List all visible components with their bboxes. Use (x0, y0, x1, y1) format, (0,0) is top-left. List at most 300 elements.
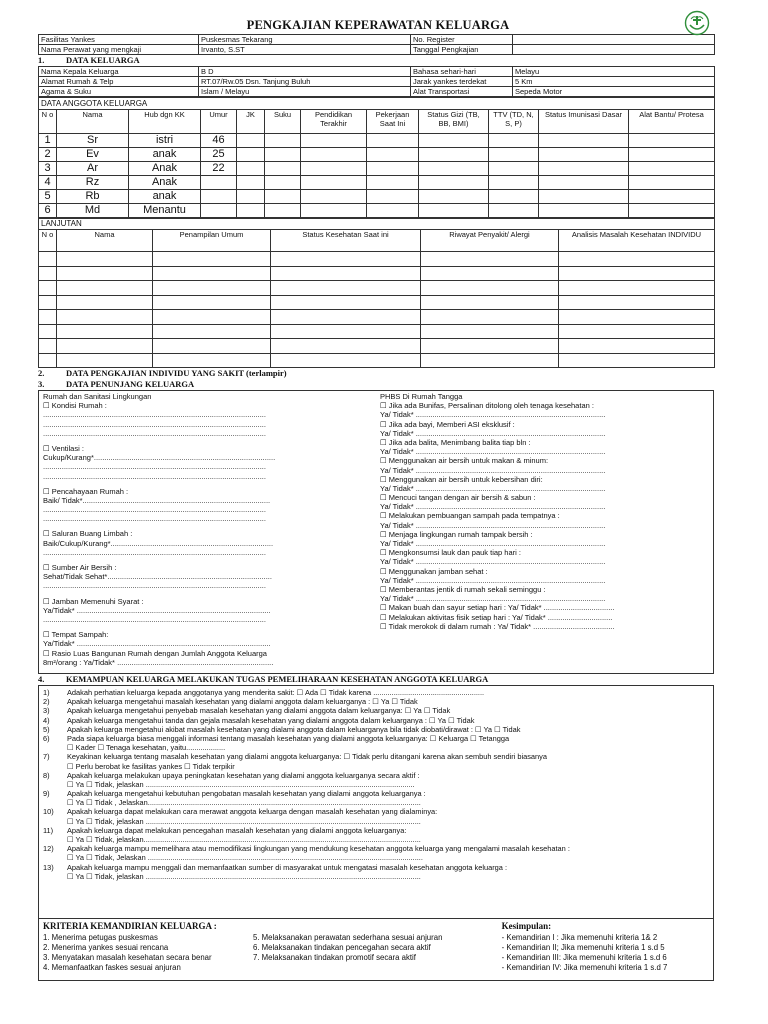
lanjutan-cell[interactable] (57, 281, 153, 296)
anggota-cell-nama[interactable]: Ar (57, 162, 129, 176)
anggota-row (39, 204, 715, 218)
phbs-line: Ya/ Tidak* ........................................................................................... (380, 539, 606, 548)
lanjutan-cell[interactable] (57, 324, 153, 339)
col-header: Nama (57, 110, 129, 134)
anggota-cell-umur[interactable]: 25 (201, 148, 237, 162)
col-header: JK (237, 110, 265, 134)
lanjutan-cell[interactable] (39, 295, 57, 310)
rumah-line: Ya/Tidak* ............................................................................................. (43, 605, 271, 615)
rumah-line: ........................................................................................................... (43, 514, 266, 524)
phbs-line[interactable]: ☐ Menggunakan air bersih untuk makan & minum: (380, 456, 549, 466)
lanjutan-cell[interactable] (39, 353, 57, 368)
info-label: Fasilitas Yankes (39, 35, 199, 45)
anggota-cell-empty[interactable] (301, 148, 367, 162)
anggota-cell-empty[interactable] (539, 162, 629, 176)
anggota-cell-empty[interactable] (367, 134, 419, 148)
anggota-cell-empty[interactable] (301, 176, 367, 190)
kemampuan-item (43, 807, 709, 816)
kemampuan-item (43, 844, 709, 853)
keluarga-value[interactable]: RT.07/Rw.05 Dsn. Tanjung Buluh (199, 77, 411, 87)
keluarga-row (39, 87, 715, 97)
kriteria-item: 1. Menerima petugas puskesmas (43, 933, 158, 942)
col-header: Pendidikan Terakhir (301, 110, 367, 134)
phbs-line[interactable]: ☐ Menggunakan air bersih untuk kebersihan diri: (380, 474, 543, 484)
anggota-row (39, 162, 715, 176)
kriteria-item: 6. Melaksanakan tindakan pencegahan secara aktif (253, 943, 431, 952)
lanjutan-cell[interactable] (421, 266, 559, 281)
kesimpulan-title: Kesimpulan: (501, 921, 552, 931)
kemampuan-item (43, 789, 709, 798)
phbs-line: Ya/ Tidak* ........................................................................................... (380, 594, 606, 604)
keluarga-row (39, 77, 715, 87)
col-header: Status Gizi (TB, BB, BMI) (419, 110, 489, 134)
col-header: Pekerjaan Saat Ini (367, 110, 419, 134)
lanjutan-cell[interactable] (271, 353, 421, 368)
anggota-cell-umur[interactable] (201, 176, 237, 190)
kemampuan-question[interactable]: Apakah keluarga mengetahui masalah kesehatan yang dialami anggota dalam keluarganya : ☐ Ya ☐ Tidak (67, 697, 418, 707)
kriteria-box (38, 919, 714, 981)
col-header: Analisis Masalah Kesehatan INDIVIDU (559, 230, 715, 252)
rumah-line[interactable]: ☐ Ventilasi : (43, 443, 84, 453)
anggota-cell-nama[interactable]: Ev (57, 148, 129, 162)
anggota-caption: DATA ANGGOTA KELUARGA (39, 98, 715, 110)
anggota-cell-empty[interactable] (237, 190, 265, 204)
anggota-cell-empty[interactable] (367, 190, 419, 204)
form-title: PENGKAJIAN KEPERAWATAN KELUARGA (246, 18, 510, 32)
anggota-cell-empty[interactable] (419, 134, 489, 148)
lanjutan-cell[interactable] (39, 252, 57, 267)
lanjutan-cell[interactable] (57, 353, 153, 368)
phbs-column (376, 391, 713, 673)
kemampuan-options[interactable]: ☐ Ya ☐ Tidak, jelaskan ...................................................................................................................................... (67, 871, 421, 881)
anggota-cell-nama[interactable]: Rz (57, 176, 129, 190)
keluarga-value[interactable]: B D (199, 67, 411, 77)
anggota-cell-no: 3 (39, 162, 57, 176)
rumah-line[interactable]: ☐ Pencahayaan Rumah : (43, 486, 129, 496)
section-3-heading: 3. DATA PENUNJANG KELUARGA (38, 379, 195, 389)
kemampuan-options[interactable]: ☐ Kader ☐ Tenaga kesehatan, yaitu................... (67, 743, 226, 753)
phbs-line[interactable]: ☐ Menjaga lingkungan rumah tampak bersih : (380, 529, 533, 539)
lanjutan-cell[interactable] (153, 353, 271, 368)
lanjutan-row (39, 252, 715, 267)
rumah-line: Baik/ Tidak*.......................................................................................... (43, 495, 271, 505)
lanjutan-cell[interactable] (271, 310, 421, 325)
kriteria-item: 2. Menerima yankes sesuai rencana (43, 943, 169, 952)
phbs-line[interactable]: ☐ Melakukan pembuangan sampah pada tempatnya : (380, 511, 560, 521)
lanjutan-cell[interactable] (153, 252, 271, 267)
anggota-cell-empty[interactable] (265, 204, 301, 218)
lanjutan-cell[interactable] (559, 252, 715, 267)
col-header: Status Imunisasi Dasar (539, 110, 629, 134)
lanjutan-cell[interactable] (153, 266, 271, 281)
anggota-cell-empty[interactable] (301, 162, 367, 176)
kemampuan-number: 7) (43, 752, 50, 762)
anggota-header-row (39, 110, 715, 134)
kemampuan-question[interactable]: Apakah keluarga mengetahui tanda dan gejala masalah kesehatan yang dialami anggota dalam keluarganya : ☐ Ya ☐ Tidak (67, 715, 475, 725)
phbs-heading: PHBS Di Rumah Tangga (380, 392, 463, 401)
kemampuan-options[interactable]: ☐ Perlu berobat ke fasilitas yankes ☐ Tidak terpikir (67, 761, 235, 771)
lanjutan-table (38, 218, 715, 368)
anggota-cell-empty[interactable] (419, 148, 489, 162)
anggota-cell-empty[interactable] (419, 204, 489, 218)
rumah-line: ........................................................................................................... (43, 410, 266, 420)
col-header: Status Kesehatan Saat ini (271, 230, 421, 252)
anggota-cell-hub[interactable]: Anak (129, 162, 201, 176)
kesimpulan-item: - Kemandirian III: Jika memenuhi kriteria 1 s.d 6 (501, 953, 667, 962)
anggota-cell-hub[interactable]: istri (129, 134, 201, 148)
anggota-cell-empty[interactable] (237, 148, 265, 162)
lanjutan-cell[interactable] (421, 310, 559, 325)
kemampuan-number: 1) (43, 688, 50, 697)
col-header: Riwayat Penyakit/ Alergi (421, 230, 559, 252)
anggota-cell-empty[interactable] (301, 204, 367, 218)
section-1-heading: 1. DATA KELUARGA (38, 55, 140, 65)
col-header: TTV (TD, N, S, P) (489, 110, 539, 134)
phbs-line[interactable]: ☐ Tidak merokok di dalam rumah : Ya/ Tidak* ....................................... (380, 621, 615, 631)
anggota-row (39, 190, 715, 204)
lanjutan-cell[interactable] (559, 310, 715, 325)
col-header: Nama (57, 230, 153, 252)
kemampuan-item (43, 688, 709, 697)
kemampuan-number: 9) (43, 789, 50, 799)
anggota-cell-empty[interactable] (489, 190, 539, 204)
phbs-line[interactable]: ☐ Jika ada bayi, Memberi ASI eksklusif : (380, 419, 515, 429)
lanjutan-cell[interactable] (559, 281, 715, 296)
anggota-cell-empty[interactable] (629, 162, 715, 176)
keluarga-label: Bahasa sehari-hari (411, 67, 513, 77)
kemampuan-options[interactable]: ☐ Ya ☐ Tidak, jelaskan ................................................................................................................................... (67, 779, 415, 789)
kemampuan-number: 8) (43, 770, 50, 780)
lanjutan-cell[interactable] (57, 339, 153, 354)
kemampuan-item (43, 725, 709, 734)
col-header: Alat Bantu/ Protesa (629, 110, 715, 134)
phbs-line[interactable]: ☐ Jika ada balita, Menimbang balita tiap bln : (380, 437, 531, 447)
phbs-line[interactable]: ☐ Jika ada Bunifas, Persalinan ditolong oleh tenaga kesehatan : (380, 401, 594, 411)
kemampuan-number: 11) (43, 825, 54, 835)
lanjutan-cell[interactable] (153, 310, 271, 325)
anggota-cell-empty[interactable] (539, 148, 629, 162)
rumah-heading: Rumah dan Sanitasi Lingkungan (43, 392, 152, 401)
info-label: Nama Perawat yang mengkaji (39, 45, 199, 55)
kemampuan-question[interactable]: Apakah keluarga mampu memelihara atau memodifikasi lingkungan yang mendukung kesehatan anggota keluarga yang mengalami masalah kesehatan : (67, 844, 570, 854)
info-row (39, 35, 715, 45)
lanjutan-row (39, 266, 715, 281)
lanjutan-cell[interactable] (421, 295, 559, 310)
anggota-cell-empty[interactable] (489, 148, 539, 162)
kemampuan-number: 3) (43, 706, 50, 716)
keluarga-value[interactable]: 5 Km (513, 77, 715, 87)
kesimpulan-item: - Kemandirian I : Jika memenuhi kriteria 1& 2 (501, 933, 658, 942)
kemampuan-item (43, 697, 709, 706)
rumah-line: Sehat/Tidak Sehat*............................................................................... (43, 572, 272, 582)
anggota-cell-empty[interactable] (237, 204, 265, 218)
phbs-line[interactable]: ☐ Menggunakan jamban sehat : (380, 566, 488, 576)
lanjutan-cell[interactable] (39, 281, 57, 296)
rumah-line: ........................................................................................................... (43, 547, 266, 557)
kriteria-item (253, 963, 493, 973)
col-header: Penampilan Umum (153, 230, 271, 252)
keluarga-label: Jarak yankes terdekat (411, 77, 513, 87)
kemampuan-item (43, 706, 709, 715)
kemampuan-options[interactable]: ☐ Ya ☐ Tidak, jelaskan ...................................................................................................................................... (67, 816, 421, 826)
kesimpulan (498, 919, 713, 980)
kemampuan-item (43, 716, 709, 725)
lanjutan-cell[interactable] (271, 266, 421, 281)
rumah-line: ........................................................................................................... (43, 462, 266, 472)
lanjutan-cell[interactable] (559, 339, 715, 354)
kemampuan-item (43, 771, 709, 780)
kemampuan-number: 13) (43, 862, 54, 872)
rumah-line: ........................................................................................................... (43, 419, 266, 429)
anggota-cell-no: 6 (39, 204, 57, 218)
kemampuan-question[interactable]: Apakah keluarga mampu menggali dan memanfaatkan sumber di masyarakat untuk mengatasi masalah kesehatan anggota keluarga : (67, 862, 508, 872)
phbs-line: Ya/ Tidak* ........................................................................................... (380, 520, 606, 530)
kriteria-kemandirian (39, 919, 498, 980)
anggota-cell-nama[interactable]: Rb (57, 190, 129, 204)
rumah-line[interactable]: ☐ Saluran Buang Limbah : (43, 529, 133, 539)
kemampuan-item (43, 826, 709, 835)
lanjutan-row (39, 324, 715, 339)
rumah-line[interactable]: ☐ Jamban Memenuhi Syarat : (43, 596, 144, 606)
lanjutan-cell[interactable] (153, 324, 271, 339)
anggota-cell-umur[interactable]: 46 (201, 134, 237, 148)
lanjutan-caption: LANJUTAN (39, 219, 715, 230)
kriteria-item: 7. Melaksanakan tindakan promotif secara aktif (253, 953, 416, 962)
rumah-line[interactable]: ☐ Sumber Air Bersih : (43, 563, 117, 572)
anggota-cell-empty[interactable] (367, 176, 419, 190)
lanjutan-cell[interactable] (153, 281, 271, 296)
anggota-cell-empty[interactable] (629, 148, 715, 162)
lanjutan-cell[interactable] (57, 252, 153, 267)
anggota-row (39, 134, 715, 148)
anggota-cell-empty[interactable] (489, 176, 539, 190)
rumah-line: ........................................................................................................... (43, 471, 266, 481)
kemampuan-item (43, 863, 709, 872)
rumah-line[interactable]: ☐ Kondisi Rumah : (43, 401, 107, 411)
lanjutan-header-row (39, 230, 715, 252)
kemampuan-options[interactable]: ☐ Ya ☐ Tidak, jelaskan....................................................................................................................................... (67, 835, 421, 844)
lanjutan-cell[interactable] (271, 339, 421, 354)
anggota-cell-empty[interactable] (237, 162, 265, 176)
info-label: Tanggal Pengkajian (411, 45, 513, 55)
lanjutan-cell[interactable] (559, 353, 715, 368)
col-header: Hub dgn KK (129, 110, 201, 134)
kemampuan-number: 12) (43, 844, 54, 854)
info-row (39, 45, 715, 55)
kemampuan-options[interactable]: ☐ Ya ☐ Tidak , Jelaskan..................................................................................................................................... (67, 798, 421, 808)
kemampuan-question[interactable]: Apakah keluarga mengetahui penyebab masalah kesehatan yang dialami anggota dalam keluarganya: ☐ Ya ☐ Tidak (67, 706, 451, 716)
anggota-cell-hub[interactable]: anak (129, 148, 201, 162)
kemampuan-number: 2) (43, 697, 50, 707)
kemampuan-question[interactable]: Apakah keluarga dapat melakukan cara merawat anggota keluarga dengan masalah kesehatan yang dialaminya: (67, 807, 438, 817)
kriteria-title: KRITERIA KEMANDIRIAN KELUARGA : (43, 921, 217, 931)
anggota-cell-no: 5 (39, 190, 57, 204)
anggota-cell-empty[interactable] (539, 204, 629, 218)
anggota-cell-hub[interactable]: Menantu (129, 204, 201, 218)
phbs-line: Ya/ Tidak* ........................................................................................... (380, 428, 606, 438)
anggota-cell-empty[interactable] (265, 190, 301, 204)
anggota-cell-empty[interactable] (265, 148, 301, 162)
lanjutan-cell[interactable] (153, 339, 271, 354)
kemampuan-question[interactable]: Apakah keluarga mengetahui akibat masalah kesehatan yang dialami anggota dalam keluarganya bila tidak diobati/dirawat : ☐ Ya ☐ Tidak (67, 724, 521, 734)
phbs-line: Ya/ Tidak* ........................................................................................... (380, 447, 606, 457)
anggota-cell-hub[interactable]: anak (129, 190, 201, 204)
rumah-line: Baik/Cukup/Kurang*.............................................................................. (43, 538, 274, 548)
anggota-cell-nama[interactable]: Sr (57, 134, 129, 148)
rumah-line[interactable]: ☐ Rasio Luas Bangunan Rumah dengan Jumlah Anggota Keluarga (43, 648, 267, 658)
kesimpulan-item: - Kemandirian II; Jika memenuhi kriteria 1 s.d 5 (501, 943, 665, 952)
lanjutan-cell[interactable] (421, 252, 559, 267)
phbs-line[interactable]: ☐ Memberantas jentik di rumah sekali seminggu : (380, 584, 546, 594)
kemampuan-item (43, 734, 709, 743)
kemampuan-options[interactable]: ☐ Ya ☐ Tidak, Jelaskan ...................................................................................................................................... (67, 853, 423, 863)
data-keluarga-table (38, 66, 715, 97)
kriteria-item: 4. Memanfaatkan faskes sesuai anjuran (43, 963, 181, 972)
anggota-cell-empty[interactable] (301, 190, 367, 204)
kemampuan-number: 4) (43, 715, 50, 725)
phbs-line: Ya/ Tidak* ........................................................................................... (380, 465, 606, 475)
rumah-sanitasi-column (39, 391, 376, 673)
lanjutan-cell[interactable] (39, 339, 57, 354)
anggota-cell-empty[interactable] (237, 176, 265, 190)
anggota-keluarga-table (38, 97, 715, 218)
lanjutan-cell[interactable] (421, 353, 559, 368)
kemampuan-keluarga-box (38, 685, 714, 919)
anggota-cell-no: 2 (39, 148, 57, 162)
data-penunjang-box (38, 390, 714, 674)
lanjutan-cell[interactable] (559, 266, 715, 281)
phbs-line[interactable]: ☐ Makan buah dan sayur setiap hari : Ya/ Tidak* .................................. (380, 603, 615, 613)
rumah-line: ........................................................................................................... (43, 428, 266, 438)
rumah-line: 8m²/orang : Ya/Tidak* ........................................................................... (43, 657, 274, 667)
kemampuan-item (43, 752, 709, 761)
phbs-line[interactable]: ☐ Mencuci tangan dengan air bersih & sabun : (380, 493, 536, 503)
kemampuan-question[interactable]: Apakah keluarga dapat melakukan pencegahan masalah kesehatan yang dialami anggota keluarganya: (67, 825, 407, 835)
anggota-cell-umur[interactable] (201, 190, 237, 204)
header-info-table (38, 34, 715, 55)
lanjutan-cell[interactable] (271, 295, 421, 310)
keluarga-label: Agama & Suku (39, 87, 199, 97)
anggota-cell-empty[interactable] (265, 176, 301, 190)
phbs-line[interactable]: ☐ Mengkonsumsi lauk dan pauk tiap hari : (380, 548, 521, 558)
kemampuan-number: 5) (43, 724, 50, 734)
kemampuan-question[interactable]: Adakah perhatian keluarga kepada anggotanya yang menderita sakit: ☐ Ada ☐ Tidak karena ...................................................... (67, 688, 485, 697)
phbs-line: Ya/ Tidak* ........................................................................................... (380, 575, 606, 585)
anggota-cell-empty[interactable] (419, 162, 489, 176)
lanjutan-cell[interactable] (57, 310, 153, 325)
keluarga-row (39, 67, 715, 77)
info-value[interactable] (513, 35, 715, 45)
anggota-cell-umur[interactable]: 22 (201, 162, 237, 176)
anggota-cell-umur[interactable] (201, 204, 237, 218)
lanjutan-cell[interactable] (421, 281, 559, 296)
anggota-cell-empty[interactable] (489, 162, 539, 176)
kriteria-item: 5. Melaksanakan perawatan sederhana sesuai anjuran (253, 933, 443, 942)
anggota-cell-empty[interactable] (237, 134, 265, 148)
anggota-cell-empty[interactable] (367, 204, 419, 218)
kemampuan-question[interactable]: Apakah keluarga mengetahui kebutuhan pengobatan masalah kesehatan yang dialami anggota keluarganya : (67, 789, 426, 799)
lanjutan-cell[interactable] (271, 252, 421, 267)
lanjutan-cell[interactable] (39, 324, 57, 339)
anggota-cell-nama[interactable]: Md (57, 204, 129, 218)
anggota-cell-empty[interactable] (265, 162, 301, 176)
kemampuan-question[interactable]: Pada siapa keluarga biasa menggali informasi tentang masalah kesehatan yang dialami anggota keluarganya: ☐ Keluarga ☐ Tetangga (67, 733, 510, 743)
lanjutan-row (39, 295, 715, 310)
phbs-line: Ya/ Tidak* ........................................................................................... (380, 557, 606, 567)
anggota-cell-empty[interactable] (629, 190, 715, 204)
lanjutan-cell[interactable] (559, 295, 715, 310)
lanjutan-cell[interactable] (39, 310, 57, 325)
anggota-cell-empty[interactable] (539, 176, 629, 190)
kemampuan-question[interactable]: Apakah keluarga melakukan upaya peningkatan kesehatan yang dialami anggota keluarganya secara aktif : (67, 770, 420, 780)
lanjutan-cell[interactable] (153, 295, 271, 310)
rumah-line[interactable]: ☐ Tempat Sampah: (43, 630, 109, 640)
col-header: N o (39, 230, 57, 252)
kesimpulan-item: - Kemandirian IV: Jika memenuhi kriteria 1 s.d 7 (501, 963, 668, 972)
lanjutan-cell[interactable] (39, 266, 57, 281)
anggota-cell-empty[interactable] (367, 148, 419, 162)
info-value[interactable]: Irvanto, S.ST (199, 45, 411, 55)
keluarga-label: Alamat Rumah & Telp (39, 77, 199, 87)
keluarga-value[interactable]: Melayu (513, 67, 715, 77)
kemampuan-question[interactable]: Keyakinan keluarga tentang masalah kesehatan yang dialami anggota keluarganya: ☐ Tidak perlu ditangani karena akan sembuh sendiri biasanya (67, 752, 547, 762)
rumah-line: ........................................................................................................... (43, 505, 266, 515)
kemampuan-number: 10) (43, 807, 54, 817)
anggota-cell-empty[interactable] (489, 134, 539, 148)
section-2-heading: 2. DATA PENGKAJIAN INDIVIDU YANG SAKIT (terlampir) (38, 368, 287, 378)
phbs-line: Ya/ Tidak* ........................................................................................... (380, 502, 606, 512)
lanjutan-row (39, 310, 715, 325)
phbs-line[interactable]: ☐ Melakukan aktivitas fisik setiap hari : Ya/ Tidak* ............................... (380, 612, 613, 622)
bakti-husada-logo-icon (684, 10, 710, 36)
lanjutan-row (39, 353, 715, 368)
lanjutan-cell[interactable] (271, 324, 421, 339)
anggota-cell-empty[interactable] (419, 176, 489, 190)
section-4-heading: 4. KEMAMPUAN KELUARGA MELAKUKAN TUGAS PEMELIHARAAN KESEHATAN ANGGOTA KELUARGA (38, 674, 489, 684)
phbs-line: Ya/ Tidak* ........................................................................................... (380, 410, 606, 420)
lanjutan-cell[interactable] (271, 281, 421, 296)
lanjutan-cell[interactable] (421, 324, 559, 339)
rumah-line: ........................................................................................................... (43, 581, 266, 591)
rumah-line: Ya/Tidak* ............................................................................................. (43, 639, 271, 649)
anggota-row (39, 176, 715, 190)
lanjutan-cell[interactable] (421, 339, 559, 354)
anggota-cell-empty[interactable] (539, 190, 629, 204)
keluarga-value[interactable]: Sepeda Motor (513, 87, 715, 97)
anggota-cell-empty[interactable] (265, 134, 301, 148)
anggota-row (39, 148, 715, 162)
anggota-cell-empty[interactable] (367, 162, 419, 176)
anggota-cell-hub[interactable]: Anak (129, 176, 201, 190)
anggota-cell-empty[interactable] (629, 176, 715, 190)
keluarga-value[interactable]: Islam / Melayu (199, 87, 411, 97)
keluarga-label: Alat Transportasi (411, 87, 513, 97)
lanjutan-row (39, 339, 715, 354)
anggota-cell-empty[interactable] (419, 190, 489, 204)
info-value[interactable]: Puskesmas Tekarang (199, 35, 411, 45)
rumah-line: Cukup/Kurang*....................................................................................... (43, 453, 276, 463)
anggota-cell-empty[interactable] (629, 134, 715, 148)
info-value[interactable] (513, 45, 715, 55)
lanjutan-cell[interactable] (57, 295, 153, 310)
lanjutan-cell[interactable] (559, 324, 715, 339)
lanjutan-cell[interactable] (57, 266, 153, 281)
anggota-cell-empty[interactable] (629, 204, 715, 218)
anggota-cell-empty[interactable] (489, 204, 539, 218)
anggota-cell-empty[interactable] (539, 134, 629, 148)
kemampuan-number: 6) (43, 733, 50, 743)
anggota-cell-empty[interactable] (301, 134, 367, 148)
